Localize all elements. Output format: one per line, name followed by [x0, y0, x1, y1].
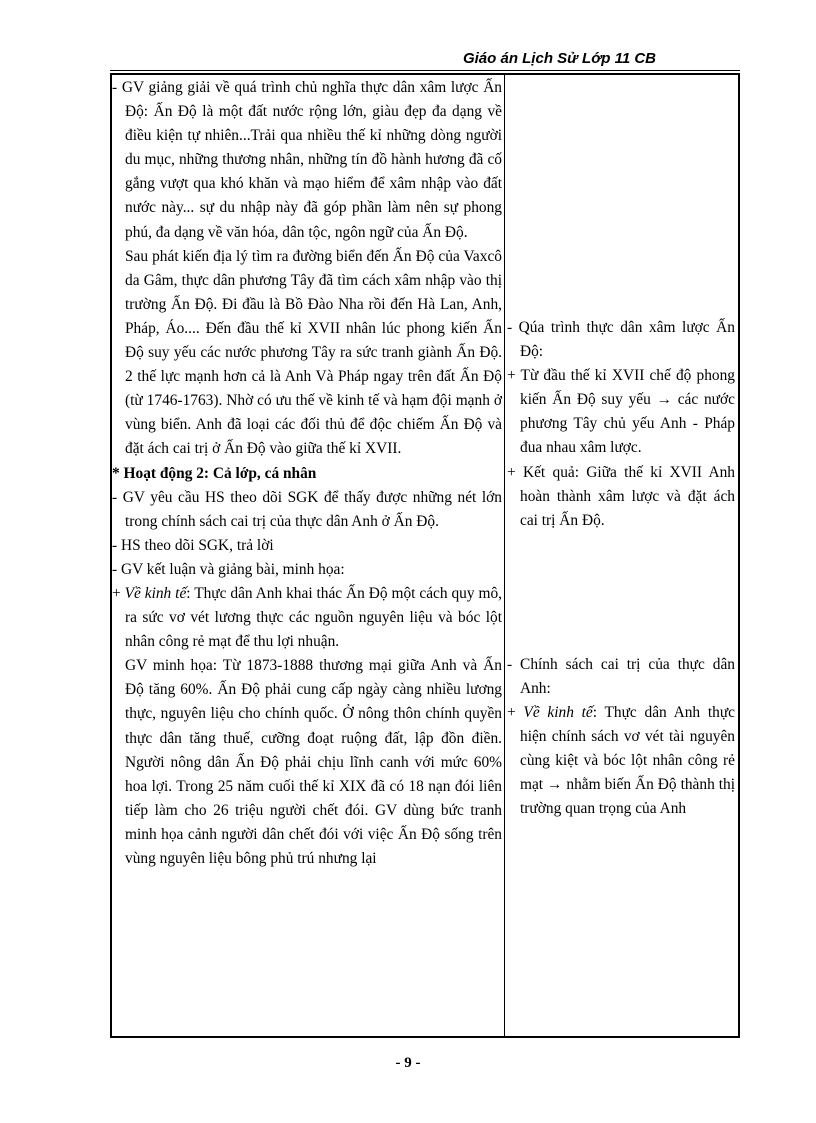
note-colonization-process: - Qúa trình thực dân xâm lược Ấn Độ:	[507, 319, 735, 361]
page-number: - 9 -	[395, 1055, 421, 1071]
note-economy	[507, 701, 735, 821]
note-economy-bullet: +	[507, 704, 524, 722]
note-decline: + Từ đầu thế kỉ XVII chế độ phong kiến Ấn Độ suy yếu → các nước phương Tây chủ yếu Anh - Pháp đua nhau xâm lược.	[507, 367, 735, 457]
note-result: + Kết quả: Giữa thế kỉ XVII Anh hoàn thành xâm lược và đặt ách cai trị Ấn Độ.	[507, 463, 735, 529]
economy-bullet: +	[112, 584, 125, 602]
economy-label: Về kinh tế	[124, 584, 187, 602]
economy-text: : Thực dân Anh khai thác Ấn Độ một cách quy mô, ra sức vơ vét lương thực các nguồn nguyên liệu và bóc lột nhân công rẻ mạt để thu lợi nhuận.	[125, 584, 502, 651]
activity-heading: * Hoạt động 2: Cả lớp, cá nhân	[112, 464, 317, 482]
note-rule-policy: - Chính sách cai trị của thực dân Anh:	[507, 655, 735, 697]
paragraph-conclusion: - GV kết luận và giảng bài, minh họa:	[112, 560, 345, 578]
spacer	[507, 533, 735, 653]
paragraph-illustration: GV minh họa: Từ 1873-1888 thương mại giữa Anh và Ấn Độ tăng 60%. Ấn Độ phải cung cấp ngày càng nhiều lương thực, nguyên liệu cho chính quốc. Ở nông thôn chính quyền thực dân tăng thuế, cưỡng đoạt ruộng đất, lập đồn điền. Người nông dân Ấn Độ phải chịu lĩnh canh với mức 60% hoa lợi. Trong 25 năm cuối thế kỉ XIX đã có 18 nạn đói liên tiếp làm cho 26 triệu người chết đói. GV dùng bức tranh minh họa cảnh người dân chết đói với việc Ấn Độ sống trên vùng nguyên liệu bông phủ trú nhưng lại	[125, 657, 502, 867]
paragraph-students: - HS theo dõi SGK, trả lời	[112, 536, 274, 554]
paragraph-task: - GV yêu cầu HS theo dõi SGK để thấy được những nét lớn trong chính sách cai trị của thực dân Anh ở Ấn Độ.	[112, 488, 502, 530]
paragraph-colonization: Sau phát kiến địa lý tìm ra đường biển đến Ấn Độ của Vaxcô da Gâm, thực dân phương Tây đã tìm cách xâm nhập vào thị trường Ấn Độ. Đi đầu là Bồ Đào Nha rồi đến Hà Lan, Anh, Pháp, Áo.... Đến đầu thế kỉ XVII nhân lúc phong kiến Ấn Độ suy yếu các nước phương Tây ra sức tranh giành Ấn Độ. 2 thế lực mạnh hơn cả là Anh Và Pháp ngay trên đất Ấn Độ (từ 1746-1763). Nhờ có ưu thế về kinh tế và hạm đội mạnh ở vùng biển. Anh đã loại các đối thủ để độc chiếm Ấn Độ và đặt ách cai trị ở Ấn Độ vào giữa thế kỉ XVII.	[125, 247, 502, 458]
note-economy-text: : Thực dân Anh thực hiện chính sách vơ vét tài nguyên cùng kiệt và bóc lột nhân công rẻ mạt → nhằm biến Ấn Độ thành thị trường quan trọng của Anh	[520, 704, 735, 818]
key-content-column	[507, 316, 735, 822]
paragraph-intro: - GV giảng giải về quá trình chủ nghĩa thực dân xâm lược Ấn Độ: Ấn Độ là một đất nước rộng lớn, giàu đẹp đa dạng về điều kiện tự nhiên...Trải qua nhiều thế kỉ những dòng người du mục, những thương nhân, những tín đồ hành hương đã cố gắng vượt qua khó khăn và mạo hiểm để xâm nhập vào đất nước này... sự du nhập này đã góp phần làm nên sự phong phú, đa dạng về văn hóa, dân tộc, ngôn ngữ của Ấn Độ.	[112, 79, 502, 241]
note-economy-label: Về kinh tế	[523, 704, 593, 722]
column-divider	[504, 73, 505, 1038]
document-header: Giáo án Lịch Sử Lớp 11 CB	[462, 50, 656, 67]
header-rule	[110, 70, 740, 71]
teacher-student-activities-column	[112, 76, 502, 871]
paragraph-economy	[112, 582, 502, 654]
